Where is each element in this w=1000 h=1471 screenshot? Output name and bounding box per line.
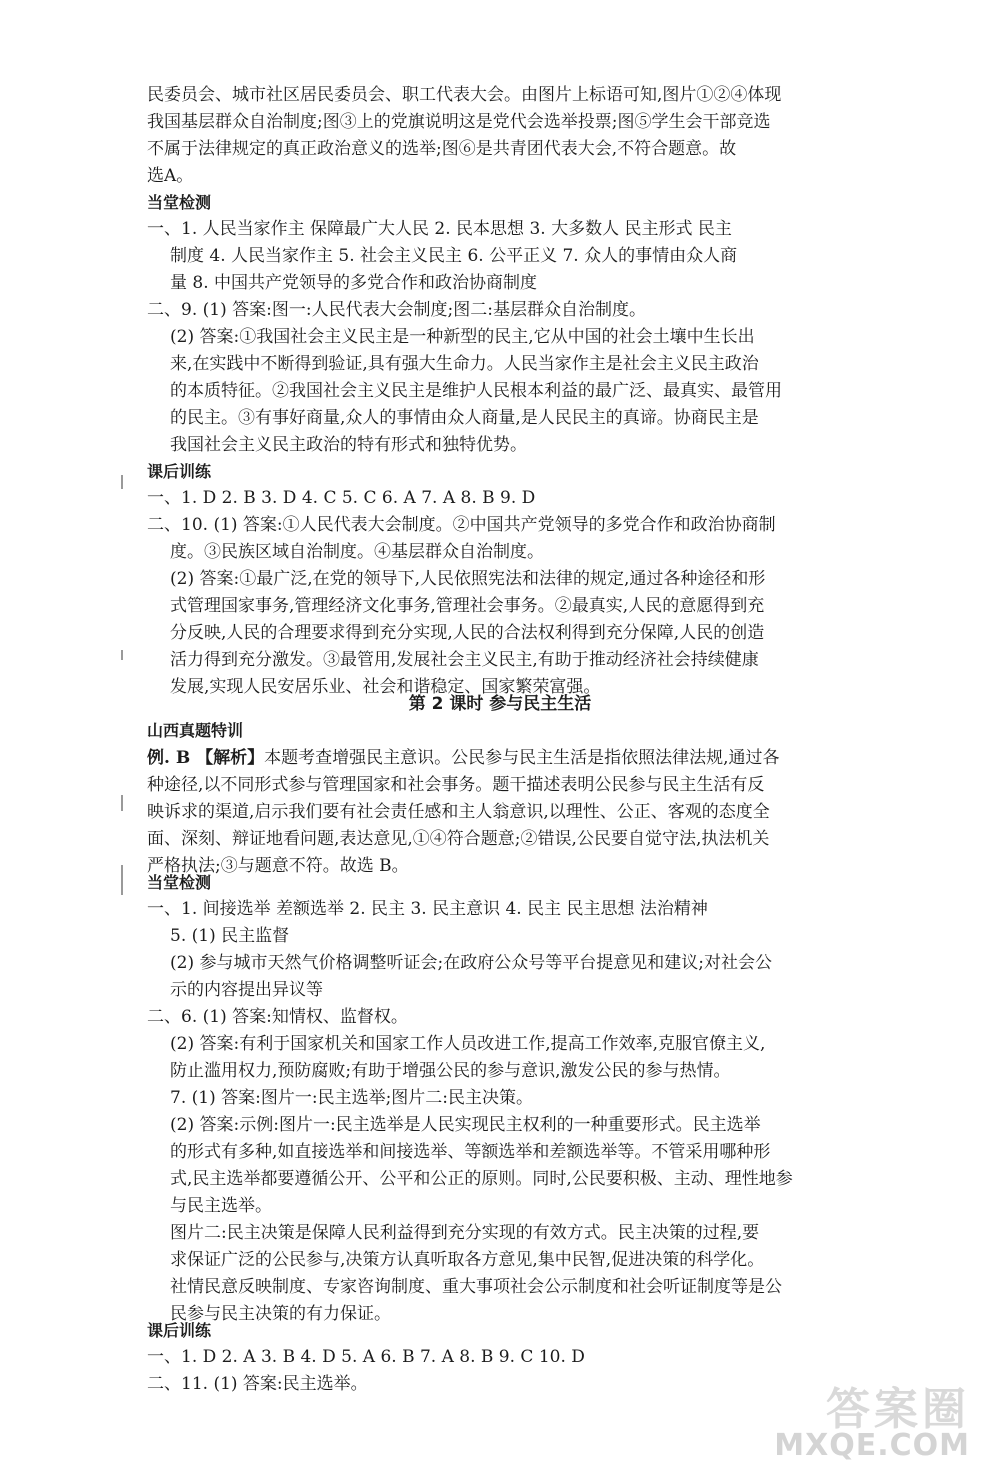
paragraph-line: 不属于法律规定的真正政治意义的选举;图⑥是共青团代表大会,不符合题意。故 — [147, 139, 737, 159]
answer-line: 二、6. (1) 答案:知情权、监督权。 — [147, 1007, 408, 1027]
answer-line: 一、1. 人民当家作主 保障最广大人民 2. 民本思想 3. 大多数人 民主形式 民主 — [147, 219, 732, 239]
answer-line: 式管理国家事务,管理经济文化事务,管理社会事务。②最真实,人民的意愿得到充 — [170, 596, 765, 616]
answer-line: (2) 参与城市天然气价格调整听证会;在政府公众号等平台提意见和建议;对社会公 — [170, 953, 772, 973]
paragraph-line: 选A。 — [147, 166, 194, 186]
watermark-url: MXQE.COM — [774, 1428, 970, 1463]
watermark-logo-text: 答案圈 — [826, 1384, 970, 1435]
answer-line: 防止滥用权力,预防腐败;有助于增强公民的参与意识,激发公民的参与热情。 — [170, 1061, 731, 1081]
answer-line: 一、1. D 2. B 3. D 4. C 5. C 6. A 7. A 8. B 9. D — [147, 488, 536, 508]
answer-line: 的本质特征。②我国社会主义民主是维护人民根本利益的最广泛、最真实、最管用 — [170, 381, 782, 401]
lesson-title: 第 2 课时 参与民主生活 — [408, 694, 592, 714]
answer-line: 活力得到充分激发。③最管用,发展社会主义民主,有助于推动经济社会持续健康 — [170, 650, 759, 670]
example-line: 严格执法;③与题意不符。故选 B。 — [147, 856, 409, 876]
example-line: 种途径,以不同形式参与管理国家和社会事务。题干描述表明公民参与民主生活有反 — [147, 775, 765, 795]
margin-mark — [121, 650, 123, 660]
example-line: 映诉求的渠道,启示我们要有社会责任感和主人翁意识,以理性、公正、客观的态度全 — [147, 802, 770, 822]
section-heading: 当堂检测 — [147, 193, 212, 212]
answer-line: 的民主。③有事好商量,众人的事情由众人商量,是人民民主的真谛。协商民主是 — [170, 408, 759, 428]
answer-line: 度。③民族区域自治制度。④基层群众自治制度。 — [170, 542, 544, 562]
answer-line: 制度 4. 人民当家作主 5. 社会主义民主 6. 公平正义 7. 众人的事情由众人商 — [170, 246, 738, 266]
paragraph-line: 民委员会、城市社区居民委员会、职工代表大会。由图片上标语可知,图片①②④体现 — [147, 85, 782, 105]
answer-line: 7. (1) 答案:图片一:民主选举;图片二:民主决策。 — [170, 1088, 534, 1108]
answer-line: 二、9. (1) 答案:图一:人民代表大会制度;图二:基层群众自治制度。 — [147, 300, 647, 320]
answer-line: 式,民主选举都要遵循公开、公平和公正的原则。同时,公民要积极、主动、理性地参 — [170, 1169, 793, 1189]
answer-line: 分反映,人民的合理要求得到充分实现,人民的合法权利得到充分保障,人民的创造 — [170, 623, 765, 643]
answer-line: 民参与民主决策的有力保证。 — [170, 1304, 391, 1324]
section-heading: 山西真题特训 — [147, 721, 244, 740]
answer-line: (2) 答案:示例:图片一:民主选举是人民实现民主权利的一种重要形式。民主选举 — [170, 1115, 761, 1135]
answer-line: 与民主选举。 — [170, 1196, 272, 1216]
answer-line: 求保证广泛的公民参与,决策方认真听取各方意见,集中民智,促进决策的科学化。 — [170, 1250, 765, 1270]
margin-mark — [121, 865, 123, 895]
answer-line: 来,在实践中不断得到验证,具有强大生命力。人民当家作主是社会主义民主政治 — [170, 354, 759, 374]
watermark-logo — [770, 1373, 970, 1463]
margin-mark — [121, 475, 123, 489]
answer-line: 示的内容提出异议等 — [170, 980, 323, 1000]
answer-line: 发展,实现人民安居乐业、社会和谐稳定、国家繁荣富强。 — [170, 677, 601, 697]
answer-line: 量 8. 中国共产党领导的多党合作和政治协商制度 — [170, 273, 538, 293]
section-heading: 课后训练 — [147, 462, 212, 481]
answer-line: (2) 答案:①我国社会主义民主是一种新型的民主,它从中国的社会土壤中生长出 — [170, 327, 755, 347]
example-line — [147, 747, 780, 769]
answer-line: (2) 答案:①最广泛,在党的领导下,人民依照宪法和法律的规定,通过各种途径和形 — [170, 569, 766, 589]
answer-line: 一、1. 间接选举 差额选举 2. 民主 3. 民主意识 4. 民主 民主思想 法治精神 — [147, 899, 708, 919]
answer-line: 我国社会主义民主政治的特有形式和独特优势。 — [170, 435, 527, 455]
margin-mark — [121, 795, 123, 811]
section-heading: 当堂检测 — [147, 873, 212, 892]
section-heading: 课后训练 — [147, 1321, 212, 1340]
answer-line: 二、10. (1) 答案:①人民代表大会制度。②中国共产党领导的多党合作和政治协商制 — [147, 515, 776, 535]
answer-line: 社情民意反映制度、专家咨询制度、重大事项社会公示制度和社会听证制度等是公 — [170, 1277, 782, 1297]
answer-line: 图片二:民主决策是保障人民利益得到充分实现的有效方式。民主决策的过程,要 — [170, 1223, 760, 1243]
answer-line: 一、1. D 2. A 3. B 4. D 5. A 6. B 7. A 8. B 9. C 10. D — [147, 1347, 585, 1367]
example-label: 例. B 【解析】 — [147, 748, 265, 768]
answer-line: 的形式有多种,如直接选举和间接选举、等额选举和差额选举等。不管采用哪种形 — [170, 1142, 771, 1162]
answer-line: 二、11. (1) 答案:民主选举。 — [147, 1374, 368, 1394]
answer-line: (2) 答案:有利于国家机关和国家工作人员改进工作,提高工作效率,克服官僚主义, — [170, 1034, 766, 1054]
example-line: 面、深刻、辩证地看问题,表达意见,①④符合题意;②错误,公民要自觉守法,执法机关 — [147, 829, 770, 849]
answer-line: 5. (1) 民主监督 — [170, 926, 290, 946]
paragraph-line: 我国基层群众自治制度;图③上的党旗说明这是党代会选举投票;图⑤学生会干部竞选 — [147, 112, 771, 132]
example-text: 本题考查增强民主意识。公民参与民主生活是指依照法律法规,通过各 — [264, 748, 780, 768]
